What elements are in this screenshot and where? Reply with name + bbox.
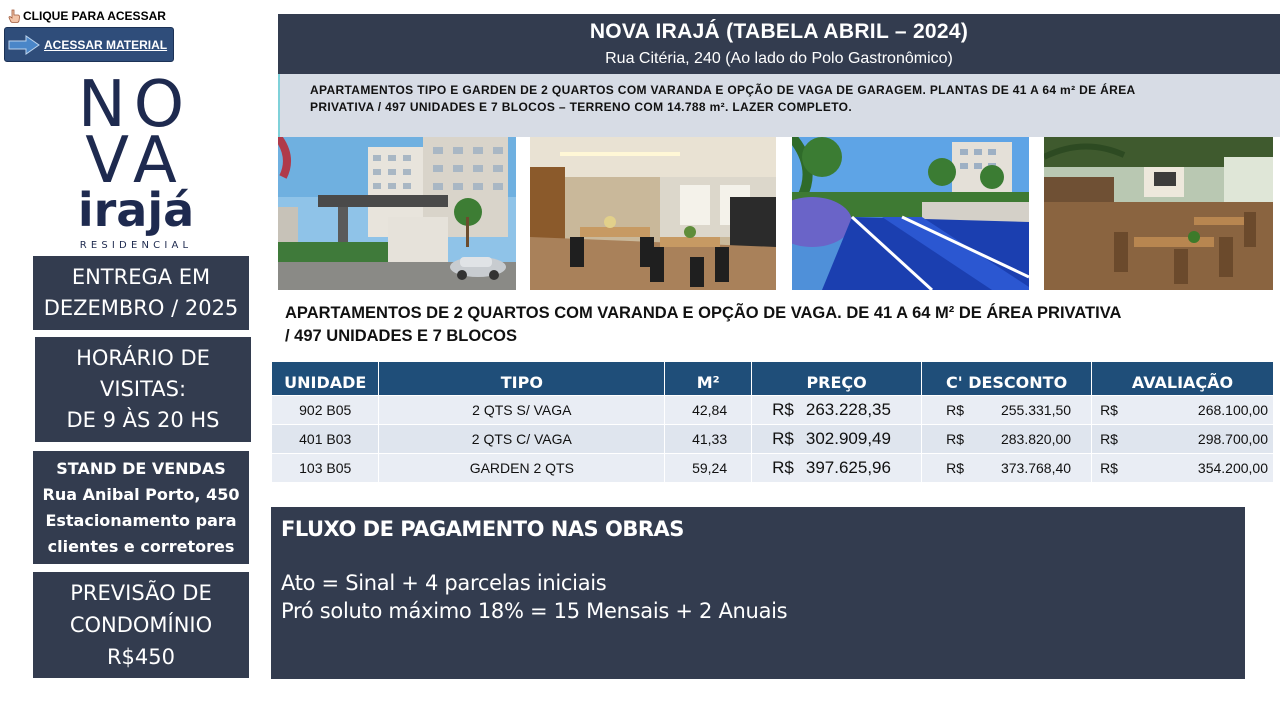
table-row — [272, 424, 1274, 453]
visits-line-1: HORÁRIO DE — [76, 346, 210, 370]
condo-line-2: CONDOMÍNIO — [69, 613, 213, 637]
currency-symbol: R$ — [946, 401, 965, 418]
condo-fee-box — [33, 572, 249, 678]
appraisal-value: 268.100,00 — [1197, 401, 1268, 418]
col-header-m2: M² — [665, 362, 752, 395]
cell-m2: 42,84 — [665, 395, 752, 424]
currency-symbol: R$ — [1100, 401, 1118, 418]
logo-line-2: VA — [85, 124, 185, 198]
cell-m2: 59,24 — [665, 453, 752, 482]
delivery-box — [33, 256, 249, 330]
right-arrow-icon — [8, 35, 40, 55]
payment-flow-title: FLUXO DE PAGAMENTO NAS OBRAS — [281, 517, 684, 541]
sales-stand-box — [33, 451, 249, 564]
logo-line-4: RESIDENCIAL — [79, 240, 193, 251]
summary-headline — [285, 302, 1275, 348]
appraisal-value: 298.700,00 — [1197, 430, 1268, 447]
cell-m2: 41,33 — [665, 424, 752, 453]
cell-unit: 401 B03 — [272, 424, 379, 453]
payment-flow-line-1: Ato = Sinal + 4 parcelas iniciais — [281, 571, 607, 595]
currency-symbol: R$ — [1100, 459, 1118, 476]
page-title: NOVA IRAJÁ (TABELA ABRIL – 2024) — [589, 20, 969, 43]
appraisal-value: 354.200,00 — [1197, 459, 1268, 476]
cell-unit: 902 B05 — [272, 395, 379, 424]
pointing-hand-icon — [8, 9, 20, 23]
table-header-row — [272, 362, 1274, 395]
info-line-2: PRIVATIVA / 497 UNIDADES E 7 BLOCOS – TERRENO COM 14.788 m². LAZER COMPLETO. — [310, 100, 853, 114]
col-header-type: TIPO — [379, 362, 665, 395]
visits-line-3: DE 9 ÀS 20 HS — [66, 408, 220, 432]
currency-symbol: R$ — [772, 428, 794, 448]
stand-line-2: Rua Anibal Porto, 450 — [42, 484, 240, 504]
cell-price — [752, 453, 922, 482]
cell-type: 2 QTS S/ VAGA — [379, 395, 665, 424]
photo-facade — [278, 137, 516, 290]
currency-symbol: R$ — [1100, 430, 1118, 447]
condo-line-3: R$450 — [106, 645, 176, 669]
stand-line-1: STAND DE VENDAS — [56, 458, 226, 478]
click-hint[interactable] — [8, 9, 166, 23]
address: Rua Citéria, 240 (Ao lado do Polo Gastronômico) — [605, 50, 953, 67]
price-value: 263.228,35 — [805, 399, 891, 419]
access-material-label: ACESSAR MATERIAL — [44, 37, 168, 52]
cell-unit: 103 B05 — [272, 453, 379, 482]
discount-value: 373.768,40 — [1000, 459, 1072, 476]
visits-line-2: VISITAS: — [99, 377, 187, 401]
table-row — [272, 453, 1274, 482]
payment-flow-box — [271, 507, 1245, 679]
table-row — [272, 395, 1274, 424]
price-table — [272, 362, 1274, 482]
currency-symbol: R$ — [772, 399, 794, 419]
col-header-appraisal: AVALIAÇÃO — [1092, 362, 1274, 395]
nova-iraja-logo — [60, 70, 210, 252]
access-material-button[interactable] — [4, 27, 174, 62]
cell-appraisal — [1092, 395, 1274, 424]
currency-symbol: R$ — [772, 457, 794, 477]
headline-line-2: / 497 UNIDADES E 7 BLOCOS — [285, 327, 517, 345]
col-header-price: PREÇO — [752, 362, 922, 395]
delivery-line-2: DEZEMBRO / 2025 — [43, 296, 239, 320]
discount-value: 255.331,50 — [1000, 401, 1072, 418]
cell-discount — [922, 395, 1092, 424]
cell-appraisal — [1092, 453, 1274, 482]
payment-flow-line-2: Pró soluto máximo 18% = 15 Mensais + 2 Anuais — [281, 599, 788, 623]
photo-gourmet-area — [1044, 137, 1273, 290]
stand-line-3: Estacionamento para — [45, 510, 237, 530]
cell-price — [752, 395, 922, 424]
photo-pool — [792, 137, 1029, 290]
cell-appraisal — [1092, 424, 1274, 453]
delivery-line-1: ENTREGA EM — [71, 265, 211, 289]
cell-type: 2 QTS C/ VAGA — [379, 424, 665, 453]
price-value: 397.625,96 — [805, 457, 891, 477]
col-header-discount: C' DESCONTO — [922, 362, 1092, 395]
stand-line-4: clientes e corretores — [47, 536, 235, 556]
cell-discount — [922, 453, 1092, 482]
photo-party-room — [530, 137, 776, 290]
info-bar — [278, 74, 1280, 137]
currency-symbol: R$ — [946, 459, 965, 476]
col-header-unit: UNIDADE — [272, 362, 379, 395]
visit-hours-box — [35, 337, 251, 442]
condo-line-1: PREVISÃO DE — [70, 581, 212, 605]
logo-line-3: irajá — [77, 183, 195, 237]
cell-discount — [922, 424, 1092, 453]
discount-value: 283.820,00 — [1000, 430, 1072, 447]
currency-symbol: R$ — [946, 430, 965, 447]
logo-line-1: NO — [77, 70, 193, 142]
headline-line-1: APARTAMENTOS DE 2 QUARTOS COM VARANDA E OPÇÃO DE VAGA. DE 41 A 64 M² DE ÁREA PRIVATIVA — [285, 304, 1122, 322]
info-line-1: APARTAMENTOS TIPO E GARDEN DE 2 QUARTOS COM VARANDA E OPÇÃO DE VAGA DE GARAGEM. PLANTAS DE 41 A 64 m² DE ÁREA — [310, 83, 1136, 97]
header-banner — [278, 14, 1280, 74]
cell-price — [752, 424, 922, 453]
click-hint-label: CLIQUE PARA ACESSAR — [23, 9, 166, 23]
cell-type: GARDEN 2 QTS — [379, 453, 665, 482]
price-value: 302.909,49 — [805, 428, 891, 448]
